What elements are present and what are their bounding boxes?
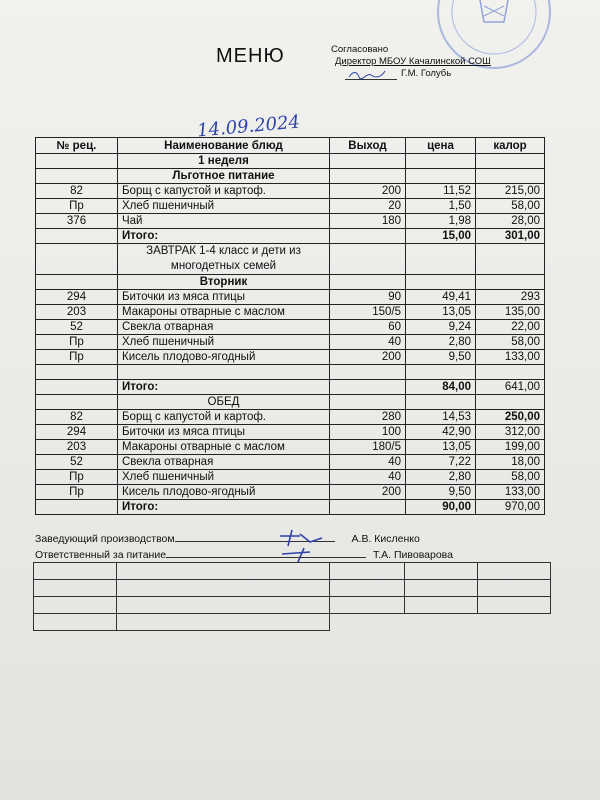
calories-cell: 199,00 (476, 440, 545, 455)
calories-cell: 312,00 (476, 425, 545, 440)
calories-cell: 28,00 (476, 214, 545, 229)
price-cell: 9,50 (406, 485, 476, 500)
col-header-out: Выход (330, 138, 406, 154)
empty-cell (406, 395, 476, 410)
dish-name-cell: Хлеб пшеничный (118, 199, 330, 214)
price-cell: 9,24 (406, 320, 476, 335)
empty-cell (330, 395, 406, 410)
empty-cell (330, 365, 406, 380)
empty-cell (330, 244, 406, 275)
table-row (36, 184, 545, 199)
total-price-cell: 15,00 (406, 229, 476, 244)
output-cell: 100 (330, 425, 406, 440)
calories-cell: 58,00 (476, 199, 545, 214)
empty-cell (36, 154, 118, 169)
calories-cell: 58,00 (476, 470, 545, 485)
empty-cell (406, 244, 476, 275)
table-row (36, 199, 545, 214)
empty-cell (406, 154, 476, 169)
empty-cell (36, 229, 118, 244)
price-cell: 9,50 (406, 350, 476, 365)
empty-cell (36, 500, 118, 515)
recipe-number-cell: Пр (36, 485, 118, 500)
empty-cell (406, 365, 476, 380)
table-row (36, 410, 545, 425)
table-row (36, 169, 545, 184)
price-cell: 1,98 (406, 214, 476, 229)
empty-cell (36, 244, 118, 275)
director-line: Директор МБОУ Качалинской СОШ (335, 56, 491, 67)
price-cell: 13,05 (406, 440, 476, 455)
empty-cell (330, 229, 406, 244)
total-label-cell: Итого: (118, 380, 330, 395)
nutrition-signature-row (35, 549, 453, 561)
recipe-number-cell: 52 (36, 320, 118, 335)
price-cell: 1,50 (406, 199, 476, 214)
table-row (36, 425, 545, 440)
empty-cell (406, 169, 476, 184)
production-name: А.В. Кисленко (351, 533, 420, 545)
table-row (36, 380, 545, 395)
col-header-num: № рец. (36, 138, 118, 154)
section-label-cell: Вторник (118, 275, 330, 290)
dish-name-cell: Кисель плодово-ягодный (118, 485, 330, 500)
output-cell: 20 (330, 199, 406, 214)
calories-cell: 293 (476, 290, 545, 305)
blank-grid (33, 562, 551, 631)
price-cell: 14,53 (406, 410, 476, 425)
nutrition-signature-line (166, 557, 366, 558)
output-cell: 200 (330, 485, 406, 500)
output-cell: 280 (330, 410, 406, 425)
recipe-number-cell: 52 (36, 455, 118, 470)
output-cell: 200 (330, 184, 406, 199)
table-row (36, 244, 545, 275)
recipe-number-cell: 294 (36, 425, 118, 440)
output-cell: 40 (330, 470, 406, 485)
recipe-number-cell: Пр (36, 350, 118, 365)
dish-name-cell: Хлеб пшеничный (118, 470, 330, 485)
table-row (36, 470, 545, 485)
table-row (36, 365, 545, 380)
handwritten-date: 14.09.2024 (196, 111, 301, 142)
table-row (36, 500, 545, 515)
output-cell: 150/5 (330, 305, 406, 320)
recipe-number-cell: 82 (36, 410, 118, 425)
production-label: Заведующий производством (35, 533, 175, 545)
recipe-number-cell: 203 (36, 440, 118, 455)
total-price-cell: 84,00 (406, 380, 476, 395)
production-signature-row (35, 533, 420, 545)
empty-cell (36, 380, 118, 395)
empty-cell (476, 244, 545, 275)
output-cell: 200 (330, 350, 406, 365)
recipe-number-cell: 203 (36, 305, 118, 320)
empty-cell (36, 169, 118, 184)
total-calories-cell: 301,00 (476, 229, 545, 244)
nutrition-label: Ответственный за питание (35, 549, 167, 561)
table-row (36, 455, 545, 470)
empty-cell (476, 154, 545, 169)
output-cell: 40 (330, 455, 406, 470)
dish-name-cell: Свекла отварная (118, 320, 330, 335)
recipe-number-cell: 376 (36, 214, 118, 229)
section-label-cell: 1 неделя (118, 154, 330, 169)
output-cell: 40 (330, 335, 406, 350)
empty-cell (406, 275, 476, 290)
empty-cell (330, 500, 406, 515)
total-calories-cell: 970,00 (476, 500, 545, 515)
recipe-number-cell: 82 (36, 184, 118, 199)
dish-name-cell: Макароны отварные с маслом (118, 305, 330, 320)
calories-cell: 215,00 (476, 184, 545, 199)
dish-name-cell: Борщ с капустой и картоф. (118, 184, 330, 199)
calories-cell: 135,00 (476, 305, 545, 320)
empty-cell (330, 154, 406, 169)
price-cell: 11,52 (406, 184, 476, 199)
price-cell: 42,90 (406, 425, 476, 440)
empty-cell (476, 365, 545, 380)
dish-name-cell: Кисель плодово-ягодный (118, 350, 330, 365)
empty-cell (476, 275, 545, 290)
output-cell: 60 (330, 320, 406, 335)
table-row (36, 320, 545, 335)
director-signature-line (331, 68, 531, 80)
director-signature (345, 69, 397, 80)
calories-cell: 133,00 (476, 485, 545, 500)
menu-body (36, 154, 545, 515)
recipe-number-cell: Пр (36, 470, 118, 485)
calories-cell: 133,00 (476, 350, 545, 365)
dish-name-cell: Чай (118, 214, 330, 229)
output-cell: 180 (330, 214, 406, 229)
table-row (36, 229, 545, 244)
dish-name-cell: Макароны отварные с маслом (118, 440, 330, 455)
section-label-cell: ОБЕД (118, 395, 330, 410)
total-label-cell: Итого: (118, 500, 330, 515)
page-title: МЕНЮ (216, 45, 285, 67)
table-row (36, 290, 545, 305)
empty-cell (476, 395, 545, 410)
empty-cell (118, 365, 330, 380)
price-cell: 49,41 (406, 290, 476, 305)
dish-name-cell: Свекла отварная (118, 455, 330, 470)
empty-cell (36, 365, 118, 380)
calories-cell: 250,00 (476, 410, 545, 425)
calories-cell: 18,00 (476, 455, 545, 470)
table-row (36, 440, 545, 455)
empty-cell (330, 380, 406, 395)
table-row (36, 485, 545, 500)
calories-cell: 22,00 (476, 320, 545, 335)
dish-name-cell: Биточки из мяса птицы (118, 425, 330, 440)
table-row (36, 275, 545, 290)
table-row (36, 214, 545, 229)
col-header-name: Наименование блюд (118, 138, 330, 154)
header-row (36, 138, 545, 154)
recipe-number-cell: Пр (36, 199, 118, 214)
empty-cell (36, 395, 118, 410)
col-header-price: цена (406, 138, 476, 154)
calories-cell: 58,00 (476, 335, 545, 350)
table-row (36, 335, 545, 350)
recipe-number-cell: 294 (36, 290, 118, 305)
empty-cell (330, 275, 406, 290)
dish-name-cell: Борщ с капустой и картоф. (118, 410, 330, 425)
price-cell: 2,80 (406, 335, 476, 350)
nutrition-name: Т.А. Пивоварова (372, 549, 453, 561)
total-calories-cell: 641,00 (476, 380, 545, 395)
table-row (36, 350, 545, 365)
empty-cell (476, 169, 545, 184)
recipe-number-cell: Пр (36, 335, 118, 350)
total-label-cell: Итого: (118, 229, 330, 244)
col-header-kcal: калор (476, 138, 545, 154)
dish-name-cell: Биточки из мяса птицы (118, 290, 330, 305)
director-name: Г.М. Голубь (401, 68, 452, 79)
price-cell: 13,05 (406, 305, 476, 320)
signature-scribble (345, 69, 397, 79)
total-price-cell: 90,00 (406, 500, 476, 515)
empty-cell (36, 275, 118, 290)
price-cell: 7,22 (406, 455, 476, 470)
approval-label: Согласовано (331, 44, 389, 55)
menu-table (35, 137, 545, 515)
empty-cell (330, 169, 406, 184)
table-row (36, 305, 545, 320)
price-cell: 2,80 (406, 470, 476, 485)
table-row (36, 395, 545, 410)
section-label-cell: Льготное питание (118, 169, 330, 184)
dish-name-cell: Хлеб пшеничный (118, 335, 330, 350)
output-cell: 90 (330, 290, 406, 305)
table-row (36, 154, 545, 169)
approval-block (331, 44, 531, 80)
output-cell: 180/5 (330, 440, 406, 455)
meal-group-cell: ЗАВТРАК 1-4 класс и дети из многодетных семей (118, 244, 330, 275)
